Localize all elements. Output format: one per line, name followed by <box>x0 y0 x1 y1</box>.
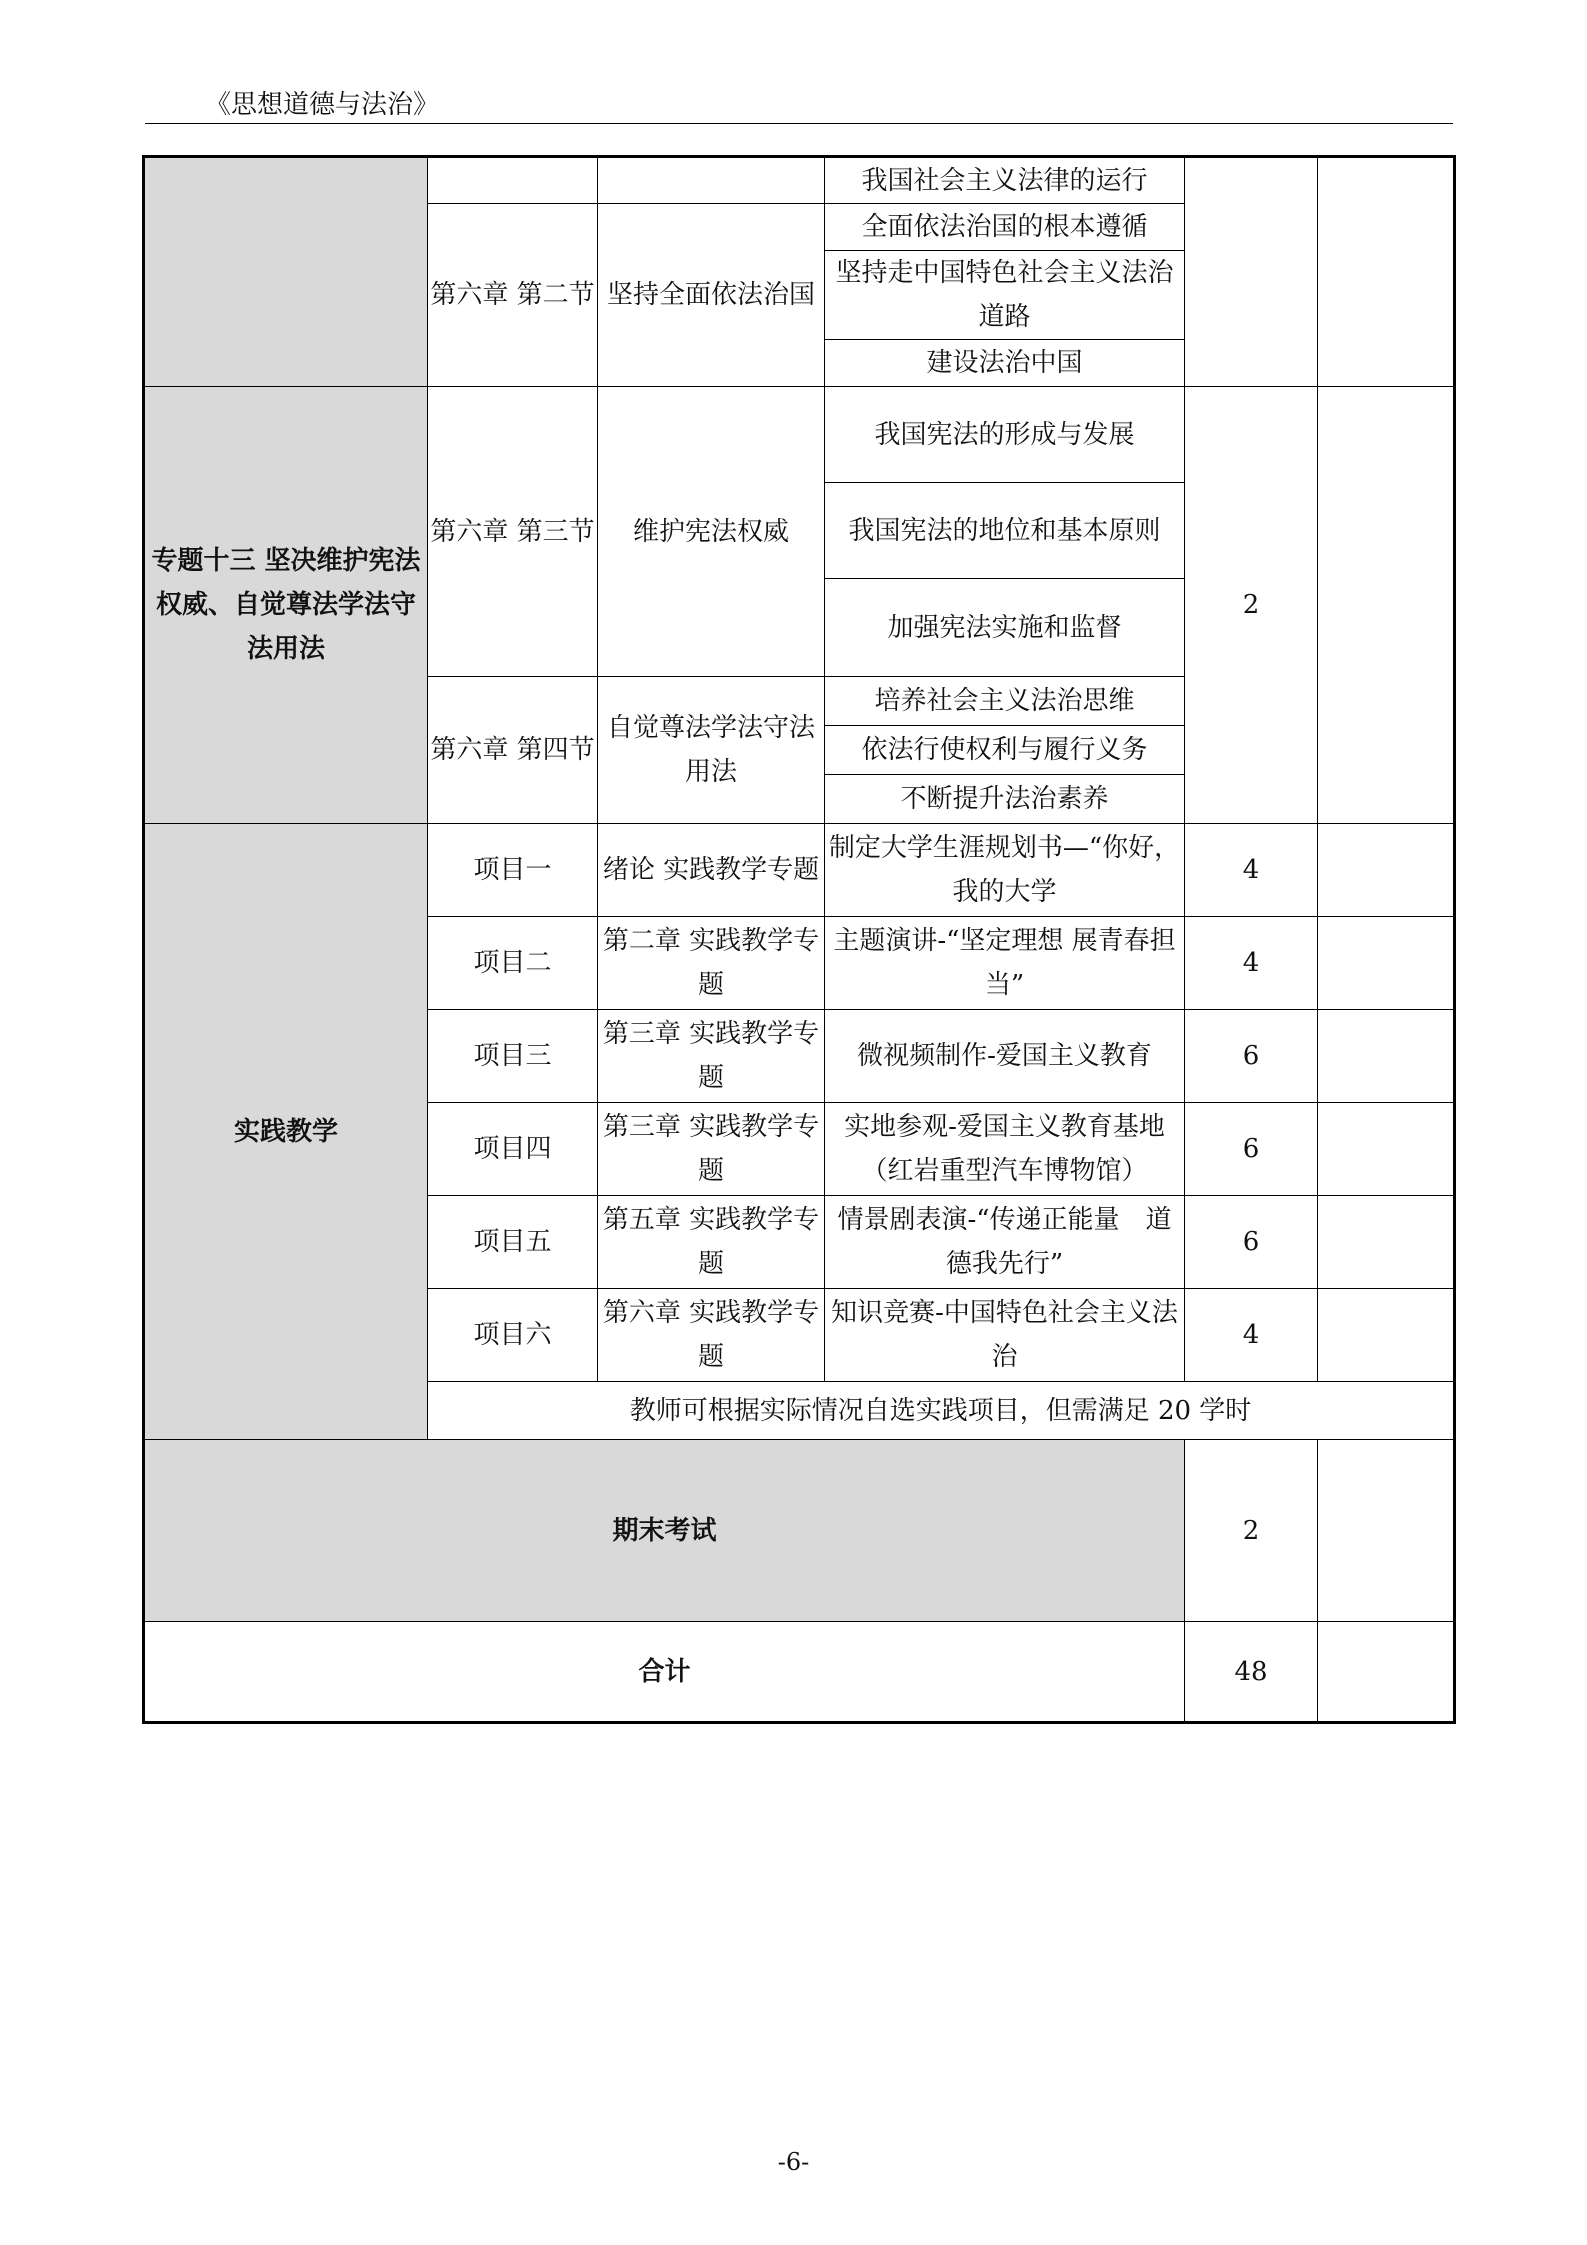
content-cell: 我国宪法的形成与发展 <box>825 387 1185 483</box>
remarks-cell <box>1318 1622 1455 1723</box>
project-chapter-cell: 第三章 实践教学专题 <box>598 1103 825 1196</box>
content-cell: 加强宪法实施和监督 <box>825 579 1185 677</box>
section-cell: 第六章 第二节 <box>428 204 598 387</box>
empty-section-cell <box>428 157 598 204</box>
project-content-cell: 实地参观-爱国主义教育基地（红岩重型汽车博物馆） <box>825 1103 1185 1196</box>
total-hours-cell: 48 <box>1185 1622 1318 1723</box>
section-cell: 第六章 第四节 <box>428 677 598 824</box>
content-cell: 我国宪法的地位和基本原则 <box>825 483 1185 579</box>
remarks-cell <box>1318 1103 1455 1196</box>
topic13-title-cell: 专题十三 坚决维护宪法权威、自觉尊法学法守法用法 <box>144 387 428 824</box>
content-cell: 培养社会主义法治思维 <box>825 677 1185 726</box>
project-hours-cell: 6 <box>1185 1103 1318 1196</box>
project-hours-cell: 4 <box>1185 824 1318 917</box>
project-hours-cell: 6 <box>1185 1196 1318 1289</box>
final-exam-hours-cell: 2 <box>1185 1440 1318 1622</box>
project-chapter-cell: 绪论 实践教学专题 <box>598 824 825 917</box>
empty-topic-cell <box>598 157 825 204</box>
project-content-cell: 情景剧表演-“传递正能量 道德我先行” <box>825 1196 1185 1289</box>
teaching-plan-table <box>142 155 1456 1724</box>
header-rule <box>145 123 1453 124</box>
remarks-cell <box>1318 157 1455 387</box>
total-label-cell: 合计 <box>144 1622 1185 1723</box>
practice-title-cell: 实践教学 <box>144 824 428 1440</box>
remarks-cell <box>1318 1289 1455 1382</box>
remarks-cell <box>1318 824 1455 917</box>
topic-cell: 自觉尊法学法守法用法 <box>598 677 825 824</box>
project-chapter-cell: 第五章 实践教学专题 <box>598 1196 825 1289</box>
project-name-cell: 项目三 <box>428 1010 598 1103</box>
section-cell: 第六章 第三节 <box>428 387 598 677</box>
project-name-cell: 项目二 <box>428 917 598 1010</box>
project-content-cell: 知识竞赛-中国特色社会主义法治 <box>825 1289 1185 1382</box>
content-cell: 全面依法治国的根本遵循 <box>825 204 1185 251</box>
remarks-cell <box>1318 1440 1455 1622</box>
project-name-cell: 项目六 <box>428 1289 598 1382</box>
topic-cell: 维护宪法权威 <box>598 387 825 677</box>
content-cell: 不断提升法治素养 <box>825 775 1185 824</box>
project-content-cell: 主题演讲-“坚定理想 展青春担当” <box>825 917 1185 1010</box>
project-name-cell: 项目四 <box>428 1103 598 1196</box>
document-header-title: 《思想道德与法治》 <box>205 90 440 120</box>
remarks-cell <box>1318 387 1455 824</box>
page-number: -6- <box>777 2148 810 2176</box>
project-content-cell: 微视频制作-爱国主义教育 <box>825 1010 1185 1103</box>
practice-note-cell: 教师可根据实际情况自选实践项目，但需满足 20 学时 <box>428 1382 1455 1440</box>
hours-cell: 2 <box>1185 387 1318 824</box>
project-content-cell: 制定大学生涯规划书—“你好，我的大学 <box>825 824 1185 917</box>
remarks-cell <box>1318 917 1455 1010</box>
project-chapter-cell: 第六章 实践教学专题 <box>598 1289 825 1382</box>
content-cell: 依法行使权利与履行义务 <box>825 726 1185 775</box>
content-cell: 坚持走中国特色社会主义法治道路 <box>825 251 1185 340</box>
project-name-cell: 项目五 <box>428 1196 598 1289</box>
remarks-cell <box>1318 1010 1455 1103</box>
continued-topic-cell <box>144 157 428 387</box>
remarks-cell <box>1318 1196 1455 1289</box>
project-chapter-cell: 第三章 实践教学专题 <box>598 1010 825 1103</box>
content-cell: 我国社会主义法律的运行 <box>825 157 1185 204</box>
project-hours-cell: 4 <box>1185 1289 1318 1382</box>
project-name-cell: 项目一 <box>428 824 598 917</box>
project-hours-cell: 4 <box>1185 917 1318 1010</box>
final-exam-label-cell: 期末考试 <box>144 1440 1185 1622</box>
content-cell: 建设法治中国 <box>825 340 1185 387</box>
topic-cell: 坚持全面依法治国 <box>598 204 825 387</box>
project-hours-cell: 6 <box>1185 1010 1318 1103</box>
hours-cell <box>1185 157 1318 387</box>
project-chapter-cell: 第二章 实践教学专题 <box>598 917 825 1010</box>
